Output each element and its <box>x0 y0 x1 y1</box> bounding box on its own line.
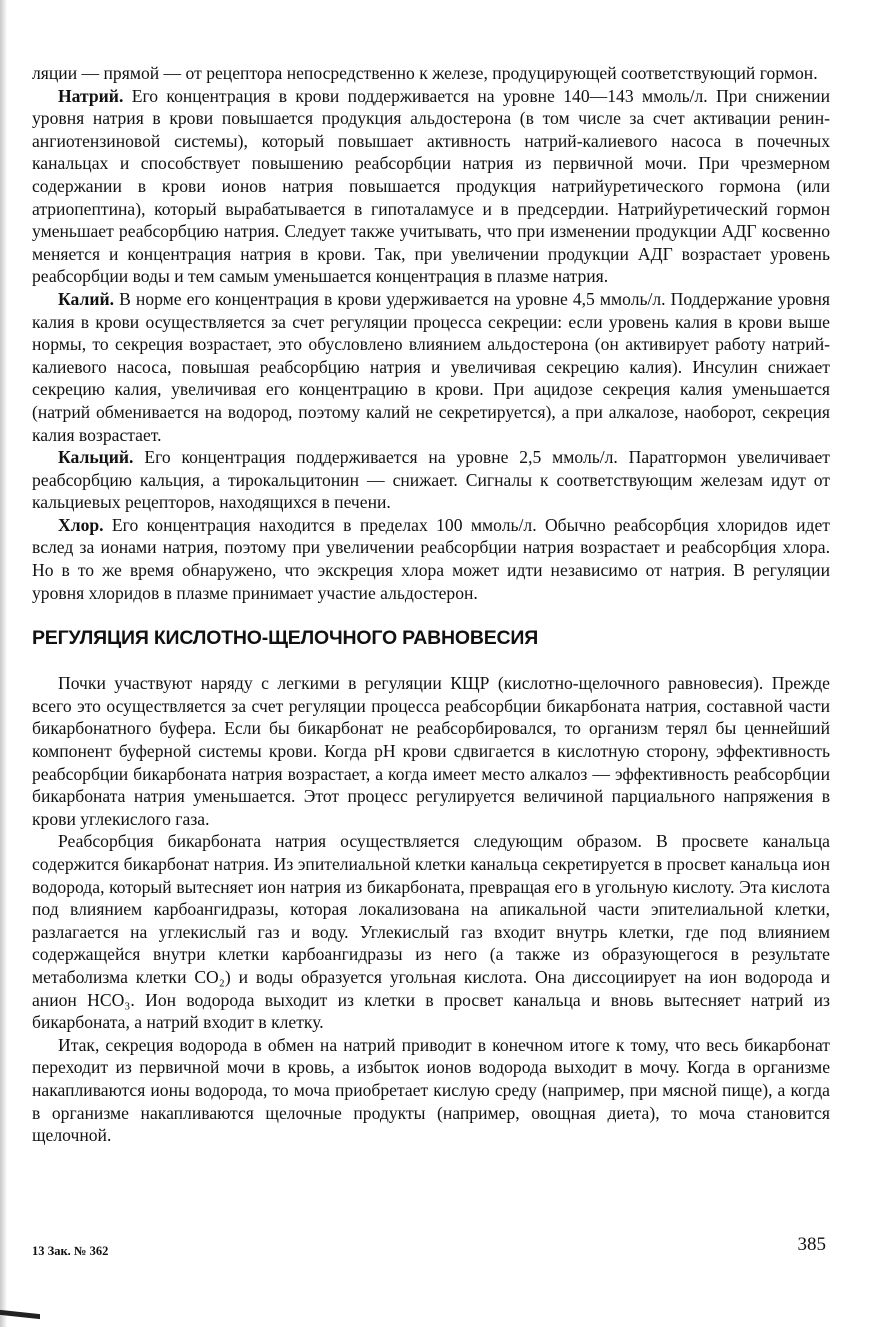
body-paragraph-3: Итак, секреция водорода в обмен на натрий приводит в конечном итоге к тому, что весь бикарбонат переходит из первичной мочи в кровь, а избыток ионов водорода выходит в мочу. Когда в организме накапливаются ионы водорода, то моча приобретает кислую среду (например, при мясной пище), а когда в организме накапливаются щелочные продукты (например, овощная диета), то моча становится щелочной. <box>32 1034 830 1146</box>
section-heading: РЕГУЛЯЦИЯ КИСЛОТНО-ЩЕЛОЧНОГО РАВНОВЕСИЯ <box>32 627 539 650</box>
body-paragraph-1: Почки участвуют наряду с легкими в регуляции КЩР (кислотно-щелочного равновесия). Прежде всего это осуществляется за счет регуляции процесса реабсорбции бикарбоната натрия, составной части бикарбонатного буфера. Если бы бикарбонат не реабсорбировался, то организм терял бы ценнейший компонент буферной системы крови. Когда pH крови сдвигается в кислотную сторону, эффективность реабсорбции бикарбоната натрия возрастает, а когда имеет место алкалоз — эффективность реабсорбции бикарбоната натрия уменьшается. Этот процесс регулируется величиной парциального напряжения в крови углекислого газа. <box>32 673 830 829</box>
body-paragraph-2: Реабсорбция бикарбоната натрия осуществляется следующим образом. В просвете канальца содержится бикарбонат натрия. Из эпителиальной клетки канальца секретируется в просвет канальца ион водорода, который вытесняет ион натрия из бикарбоната, превращая его в угольную кислоту. Эта кислота под влиянием карбоангидразы, которая локализована на апикальной части эпителиальной клетки, разлагается на углекислый газ и воду. Углекислый газ входит внутрь клетки, где под влиянием содержащейся внутри клетки карбоангидразы из него (а также из образующегося в результате метаболизма клетки CO₂) и воды образуется угольная кислота. Она диссоциирует на ион водорода и анион HCO₃. Ион водорода выходит из клетки в просвет канальца и вновь вытесняет натрий из бикарбоната, а натрий входит в клетку. <box>32 831 830 1033</box>
page-number: 385 <box>797 1234 826 1255</box>
scan-edge-shadow <box>0 0 7 1327</box>
calcium-text: Его концентрация поддерживается на уровне 2,5 ммоль/л. Паратгормон увеличивает реабсорбцию кальция, а тирокальцитонин — снижает. Сигналы к соответствующим железам идут от кальциевых рецепторов, находящихся в печени. <box>32 447 830 513</box>
chlorine-paragraph <box>32 514 830 604</box>
page-body <box>32 62 830 1147</box>
sodium-text: Его концентрация в крови поддерживается на уровне 140—143 ммоль/л. При снижении уровня натрия в крови повышается продукция альдостерона (в том числе за счет активации ренин-ангиотензиновой системы), который повышает активность натрий-калиевого насоса в почечных канальцах и способствует повышению реабсорбции натрия из первичной мочи. При чрезмерном содержании в крови ионов натрия повышается продукция натрийуретического гормона (или атриопептина), который вырабатывается в гипоталамусе и в предсердии. Натрийуретический гормон уменьшает реабсорбцию натрия. Следует также учитывать, что при изменении продукции АДГ косвенно меняется и концентрация натрия в крови. Так, при увеличении продукции АДГ возрастает уровень реабсорбции воды и тем самым уменьшается концентрация в плазме натрия. <box>32 85 830 287</box>
continuation-paragraph: ляции — прямой — от рецептора непосредственно к железе, продуцирующей соответствующий гормон. <box>32 63 818 83</box>
calcium-term: Кальций. <box>58 447 134 468</box>
chlorine-term: Хлор. <box>58 514 104 535</box>
calcium-paragraph <box>32 446 830 514</box>
print-order-note: 13 Зак. № 362 <box>32 1244 109 1258</box>
sodium-paragraph <box>32 85 830 288</box>
potassium-term: Калий. <box>58 288 115 309</box>
potassium-text: В норме его концентрация в крови удерживается на уровне 4,5 ммоль/л. Поддержание уровня калия в крови осуществляется за счет регуляции процесса секреции: если уровень калия в крови выше нормы, то секреция возрастает, это обусловлено влиянием альдостерона (он активирует работу натрий-калиевого насоса, повышая реабсорбцию натрия и увеличивая секрецию калия). Инсулин снижает секрецию калия, увеличивая его концентрацию в крови. При ацидозе секреция калия уменьшается (натрий обменивается на водород, поэтому калий не секретируется), а при алкалозе, наоборот, секреция калия возрастает. <box>32 288 830 445</box>
chlorine-text: Его концентрация находится в пределах 100 ммоль/л. Обычно реабсорбция хлоридов идет вслед за ионами натрия, поэтому при увеличении реабсорбции натрия возрастает и реабсорбция хлора. Но в то же время обнаружено, что экскреция хлора может идти независимо от натрия. В регуляции уровня хлоридов в плазме принимает участие альдостерон. <box>32 514 830 603</box>
sodium-term: Натрий. <box>58 85 124 106</box>
potassium-paragraph <box>32 288 830 446</box>
